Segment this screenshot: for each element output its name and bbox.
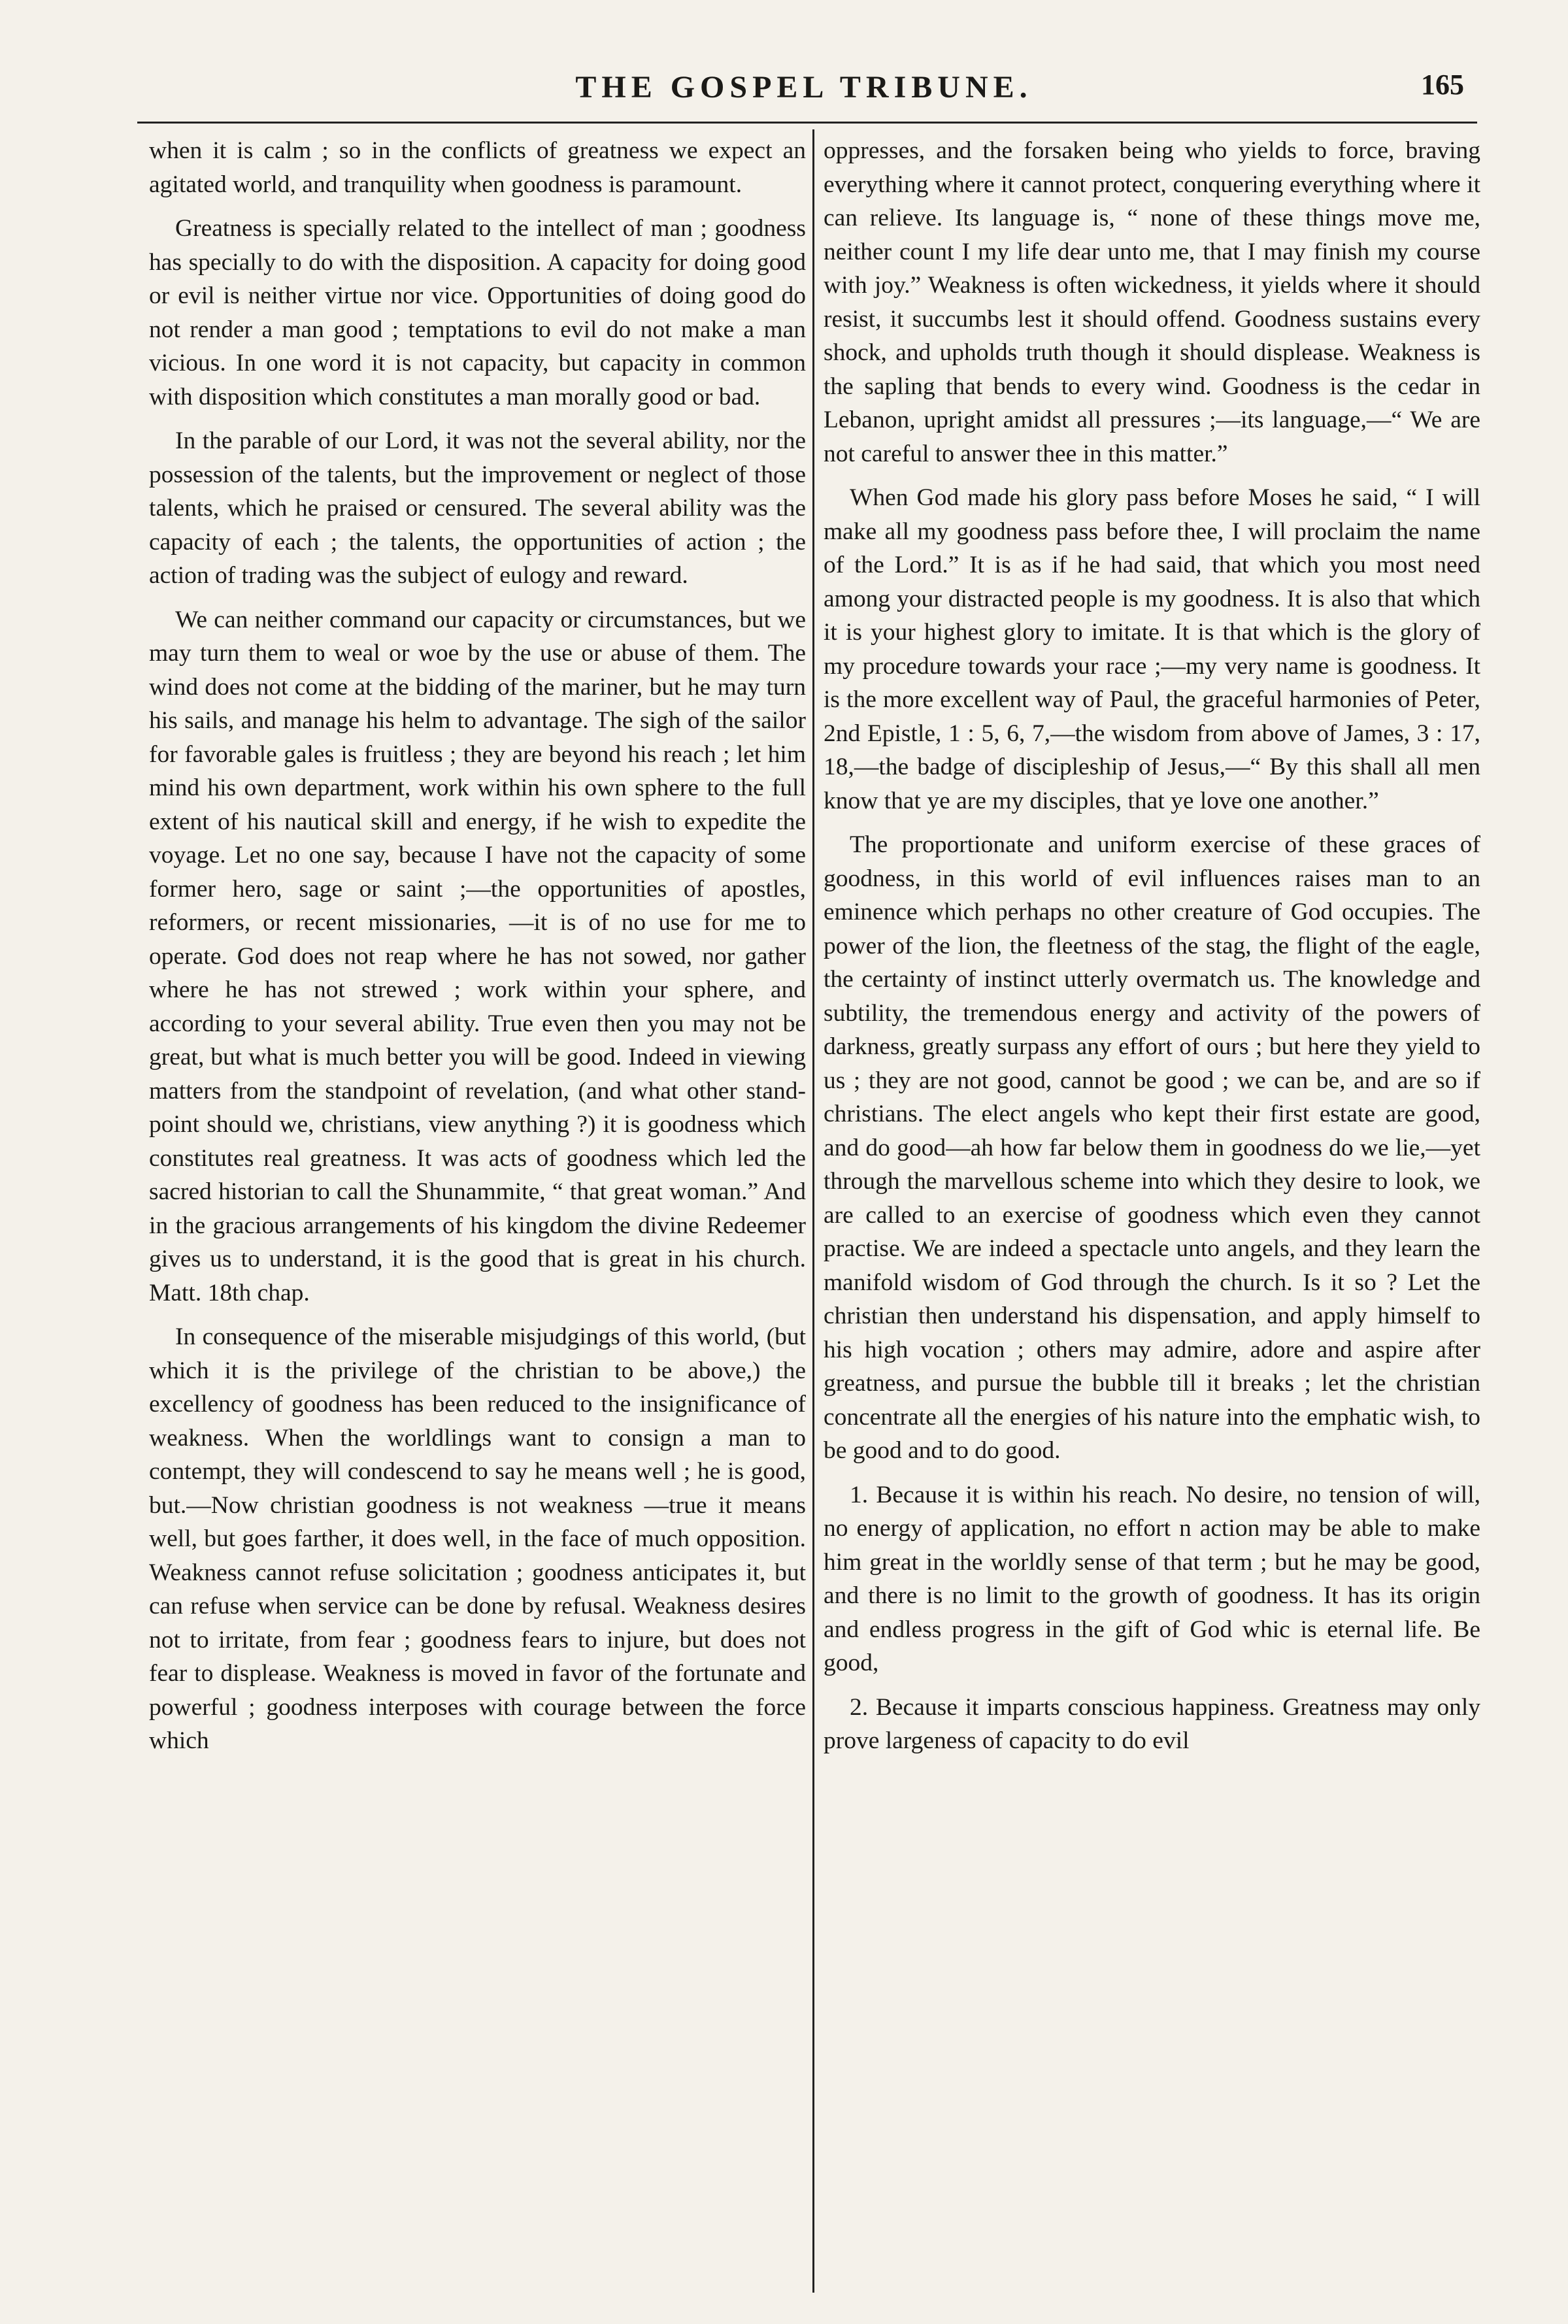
column-divider	[812, 129, 814, 2293]
page-header	[131, 65, 1477, 118]
paragraph: The proportionate and uniform exercise of these graces of goodness, in this world of evil influences raises man to an eminence which perhaps no other creature of God occupies. The power of the lion, the fleetness of the stag, the flight of the eagle, the certainty of instinct utterly overmatch us. The knowledge and subtility, the tremendous energy and activity of the powers of darkness, greatly surpass any effort of ours ; but here they yield to us ; they are not good, cannot be good ; we can be, and are so if christians. The elect angels who kept their first estate are good, and do good—ah how far below them in goodness do we lie,—yet through the marvellous scheme into which they desire to look, we are called to an exercise of goodness which even they cannot practise. We are indeed a spectacle unto angels, and they learn the manifold wisdom of God through the church. Is it so ? Let the christian then understand his dispensation, and apply himself to his high vocation ; others may admire, adore and aspire after greatness, and pursue the bubble till it breaks ; let the christian concentrate all the energies of his nature into the emphatic wish, to be good and to do good.	[824, 831, 1480, 1464]
paragraph: Greatness is specially related to the intellect of man ; goodness has specially to do with the disposition. A capacity for doing good or evil is neither virtue nor vice. Opportunities of doing good do not render a man good ; temptations to evil do not make a man vicious. In one word it is not capacity, but capacity in common with disposition which constitutes a man morally good or bad.	[149, 215, 806, 410]
paragraph: We can neither command our capacity or circumstances, but we may turn them to weal or woe by the use or abuse of them. The wind does not come at the bidding of the mariner, but he may turn his sails, and manage his helm to advantage. The sigh of the sailor for favorable gales is fruitless ; they are beyond his reach ; let him mind his own department, work within his own sphere to the full extent of his nautical skill and energy, if he wish to expedite the voyage. Let no one say, because I have not the capacity of some former hero, sage or saint ;—the opportunities of apostles, reformers, or recent missionaries, —it is of no use for me to operate. God does not reap where he has not sowed, nor gather where he has not strewed ; work within your sphere, and according to your several ability. True even then you may not be great, but what is much better you will be good. Indeed in viewing matters from the standpoint of revelation, (and what other stand-point should we, christians, view anything ?) it is goodness which constitutes real greatness. It was acts of goodness which led the sacred historian to call the Shunammite, “ that great woman.” And in the gracious arrangements of his kingdom the divine Redeemer gives us to understand, it is the good that is great in his church. Matt. 18th chap.	[149, 606, 806, 1306]
left-column	[149, 134, 806, 2310]
paragraph: When God made his glory pass before Moses he said, “ I will make all my goodness pass before thee, I will proclaim the name of the Lord.” It is as if he had said, that which you most need among your distracted people is my goodness. It is also that which it is your highest glory to imitate. It is that which is the glory of my procedure towards your race ;—my very name is goodness. It is the more excellent way of Paul, the graceful harmonies of Peter, 2nd Epistle, 1 : 5, 6, 7,—the wisdom from above of James, 3 : 17, 18,—the badge of discipleship of Jesus,—“ By this shall all men know that ye are my disciples, that ye love one another.”	[824, 484, 1480, 814]
paragraph: In consequence of the miserable misjudgings of this world, (but which it is the privilege of the christian to be above,) the excellency of goodness has been reduced to the insignificance of weakness. When the worldlings want to consign a man to contempt, they will condescend to say he means well ; he is good, but.—Now christian goodness is not weakness —true it means well, but goes farther, it does well, in the face of much opposition. Weakness cannot refuse solicitation ; goodness anticipates it, but can refuse when service can be done by refusal. Weakness desires not to irritate, from fear ; goodness fears to injure, but does not fear to displease. Weakness is moved in favor of the fortunate and powerful ; goodness interposes with courage between the force which	[149, 1323, 806, 1754]
running-title: THE GOSPEL TRIBUNE.	[575, 70, 1033, 105]
paragraph: 2. Because it imparts conscious happiness. Greatness may only prove largeness of capacity to do evil	[824, 1693, 1480, 1754]
paragraph: 1. Because it is within his reach. No desire, no tension of will, no energy of application, no effort n action may be able to make him great in the worldly sense of that term ; but he may be good, and there is no limit to the growth of goodness. It has its origin and endless progress in the gift of God whic is eternal life. Be good,	[824, 1481, 1480, 1676]
paragraph: when it is calm ; so in the conflicts of greatness we expect an agitated world, and tranquility when goodness is paramount.	[149, 137, 806, 198]
paragraph: oppresses, and the forsaken being who yields to force, braving everything where it cannot protect, conquering everything where it can relieve. Its language is, “ none of these things move me, neither count I my life dear unto me, that I may finish my course with joy.” Weakness is often wickedness, it yields where it should resist, it succumbs lest it should offend. Goodness sustains every shock, and upholds truth though it should displease. Weakness is the sapling that bends to every wind. Goodness is the cedar in Lebanon, upright amidst all pressures ;—its language,—“ We are not careful to answer thee in this matter.”	[824, 137, 1480, 467]
page-number: 165	[1421, 69, 1464, 101]
paragraph: In the parable of our Lord, it was not the several ability, nor the possession of the talents, but the improvement or neglect of those talents, which he praised or censured. The several ability was the capacity of each ; the talents, the opportunities of action ; the action of trading was the subject of eulogy and reward.	[149, 427, 806, 589]
header-rule	[137, 122, 1477, 124]
right-column	[824, 134, 1480, 2310]
